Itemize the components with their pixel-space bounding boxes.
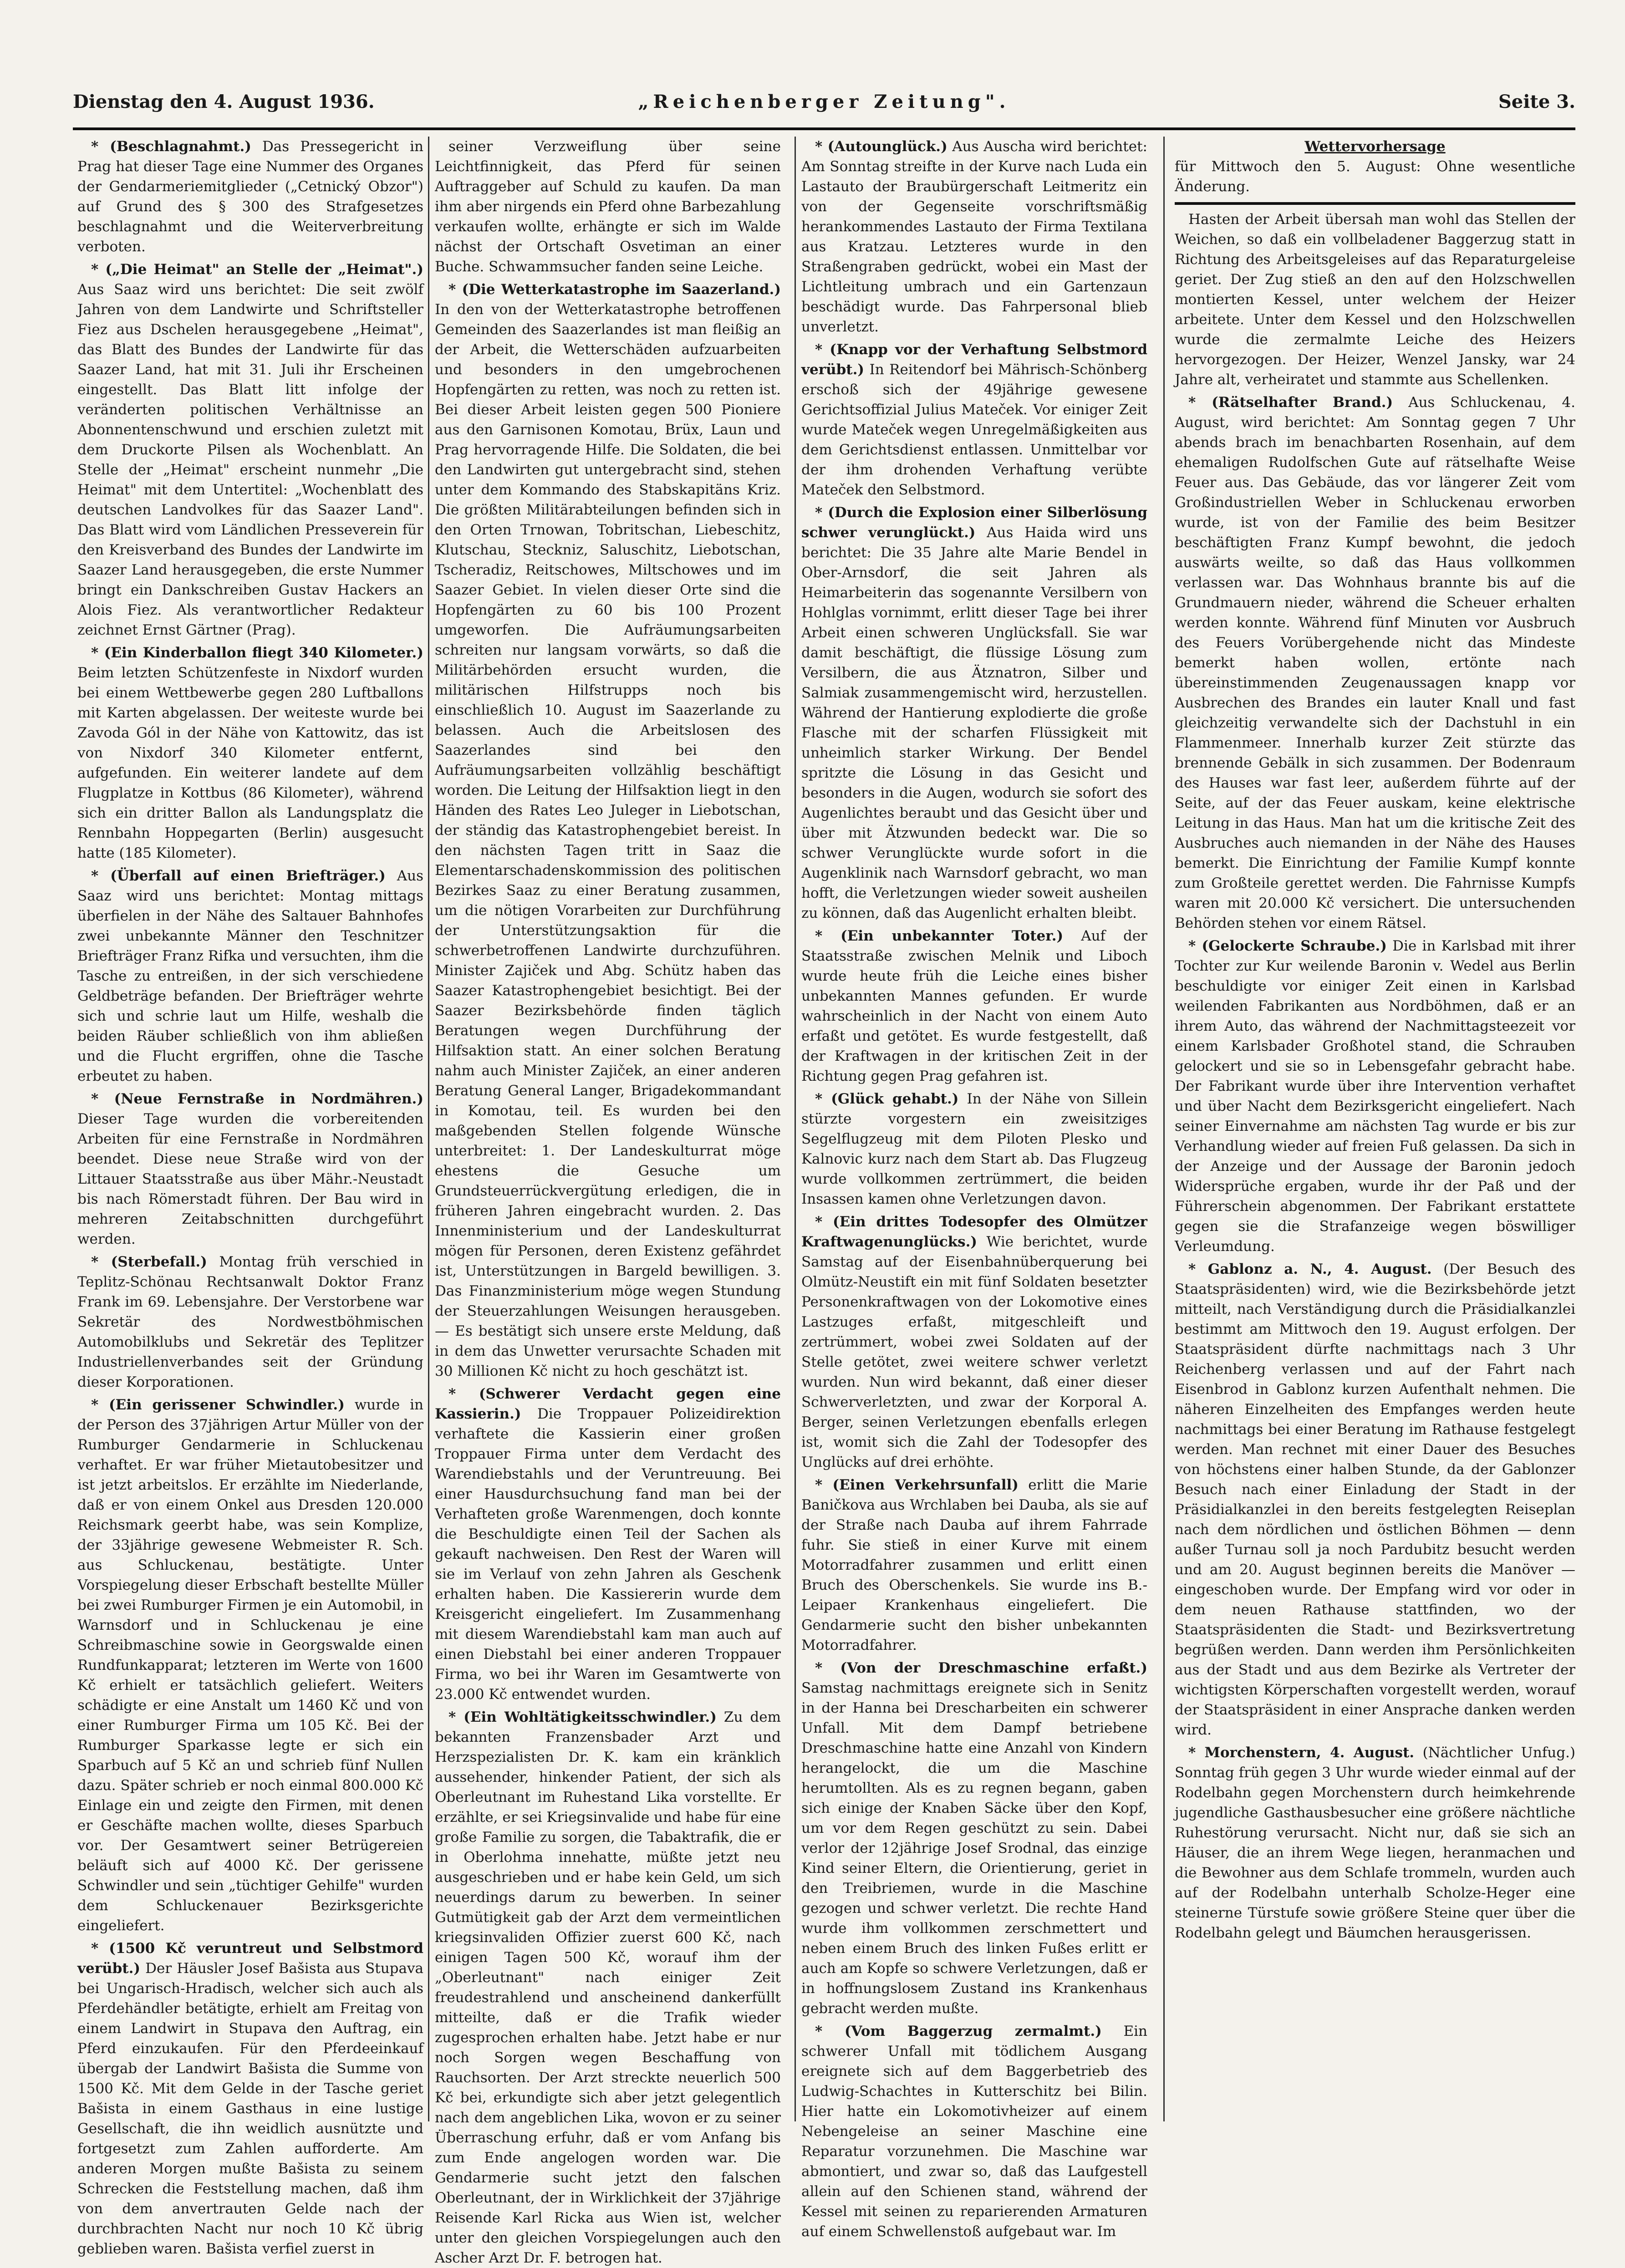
article-text: Aus Saaz wird uns berichtet: Montag mittags überfielen in der Nähe des Saltauer Bahnhofes zwei unbekannte Männer den Teschnitzer Briefträger Franz Rifka und versuchten, ihm die Tasche zu entreißen, in der sich verschiedene Geldbeträge befanden. Der Briefträger wehrte sich und schrie laut um Hilfe, weshalb die beiden Räuber schließlich von ihm abließen und die Flucht ergriffen, ohne die Tasche erbeutet zu haben.	[77, 868, 423, 1084]
article-text: Wie berichtet, wurde Samstag auf der Eisenbahnüberquerung bei Olmütz-Neustift ein mit fünf Soldaten besetzter Personenkraftwagen von der Lokomotive eines Lastzuges erfaßt, mitgeschleift und zertrümmert, wobei zwei Soldaten auf der Stelle getötet, zwei weitere schwer verletzt wurden. Nun wird bekannt, daß einer dieser Schwerverletzten, und zwar der Korporal A. Berger, seinen Verletzungen ebenfalls erlegen ist, womit sich die Zahl der Todesopfer des Unglücks auf drei erhöhte.	[801, 1234, 1147, 1470]
weather-rule	[1175, 202, 1575, 205]
header-page-number: Seite 3.	[1498, 91, 1575, 112]
article	[801, 1089, 1147, 1209]
article-title: * (1500 Kč veruntreut und Selbstmord verübt.)	[77, 1940, 423, 1977]
article	[77, 259, 423, 640]
article-text: (Der Besuch des Staatspräsidenten) wird, wie die Bezirksbehörde jetzt mitteilt, nach Verständigung durch die Präsidialkanzlei bestimmt am Mittwoch den 19. August erfolgen. Der Staatspräsident dürfte nachmittags nach 3 Uhr Reichenberg verlassen und auf der Fahrt nach Eisenbrod in Gablonz kurzen Aufenthalt nehmen. Die näheren Einzelheiten des Empfanges werden heute nachmittags bei einer Beratung im Rathause festgelegt werden. Man rechnet mit einer Dauer des Besuches von höchstens einer halben Stunde, da der Gablonzer Besuch nach einer Einladung der Stadt in der Präsidialkanzlei in den bereits festgelegten Reiseplan nach dem nördlichen und östlichen Böhmen — denn außer Turnau soll ja noch Pardubitz besucht werden und am 20. August beginnen bereits die Manöver — eingeschoben wurde. Der Empfang wird vor oder in dem neuen Rathause stattfinden, wo der Staatspräsidenten die Stadt- und Bezirksvertretung begrüßen werden. Dann werden ihm Persönlichkeiten aus der Stadt und aus dem Bezirke als Vertreter der wichtigsten Körperschaften vorgestellt werden, worauf der Staatspräsident in einer Ansprache danken werden wird.	[1175, 1261, 1576, 1738]
article-text: Ein schwerer Unfall mit tödlichem Ausgang ereignete sich auf dem Baggerbetrieb des Ludwig-Schachtes in Kutterschitz bei Bilin. Hier hatte ein Lokomotivheizer auf einem Nebengeleise an seiner Maschine eine Reparatur vorzunehmen. Die Maschine war abmontiert, und zwar so, daß das Laufgestell allein auf den Schienen stand, während der Kessel mit seinen zu reparierenden Armaturen auf einem Schwellenstoß aufgebaut war. Im	[801, 2023, 1147, 2240]
article-text: In den von der Wetterkatastrophe betroffenen Gemeinden des Saazerlandes ist man fleißig an der Arbeit, die Wetterschäden aufzuarbeiten und besonders in den umgebrochenen Hopfengärten zu retten, was noch zu retten ist. Bei dieser Arbeit leisten gegen 500 Pioniere aus den Garnisonen Komotau, Brüx, Laun und Prag hervorragende Hilfe. Die Soldaten, die bei den Landwirten gut untergebracht sind, stehen unter dem Kommando des Stabskapitäns Kriz. Die größten Militärabteilungen befinden sich in den Orten Trnowan, Tobritschan, Liebeschitz, Klutschau, Steckniz, Saluschitz, Liebotschan, Tscheradiz, Reitschowes, Miltschowes und im Saazer Gebiet. In vielen dieser Orte sind die Hopfengärten zu 60 bis 100 Prozent umgeworfen. Die Aufräumungsarbeiten schreiten nur langsam vorwärts, so daß die Militärbehörden ersucht wurden, die militärischen Hilfstrupps noch bis einschließlich 10. August im Saazerlande zu belassen. Auch die Arbeitslosen des Saazerlandes sind bei den Aufräumungsarbeiten vollzählig beschäftigt worden. Die Leitung der Hilfsaktion liegt in den Händen des Rates Leo Juleger in Liebotschan, der ständig das Katastrophengebiet bereist. In den nächsten Tagen tritt in Saaz die Elementarschadenskommission des politischen Bezirkes Saaz zu einer Beratung zusammen, um die nötigen Vorarbeiten zur Durchführung der Unterstützungsaktion für die schwerbetroffenen Landwirte durchzuführen. Minister Zajiček und Abg. Schütz haben das Saazer Katastrophengebiet besichtigt. Bei der Saazer Bezirksbehörde finden täglich Beratungen wegen Durchführung der Hilfsaktion statt. An einer solchen Beratung nahm auch Minister Zajiček, an einer anderen Beratung General Langer, Brigadekommandant in Komotau, teil. Es wurden bei den maßgebenden Stellen folgende Wünsche unterbreitet: 1. Der Landeskulturrat möge ehestens die Gesuche um Grundsteuerrückvergütung erledigen, die in früheren Jahren eingebracht wurden. 2. Das Innenministerium und der Landeskulturrat mögen für Personen, deren Existenz gefährdet ist, Unterstützungen in Bargeld bewilligen. 3. Das Finanzministerium möge wegen Stundung der Steuerzahlungen Weisungen herausgeben. — Es bestätigt sich unsere erste Meldung, daß in dem das Unwetter verursachte Schaden mit 30 Millionen Kč nicht zu hoch geschätzt ist.	[435, 301, 781, 1379]
article-title: * (Beschlagnahmt.)	[91, 138, 251, 155]
article	[801, 1658, 1147, 2019]
article	[435, 1707, 781, 2268]
article-title: * Gablonz a. N., 4. August.	[1188, 1261, 1432, 1277]
article-text: Aus Haida wird uns berichtet: Die 35 Jahre alte Marie Bendel in Ober-Arnsdorf, die seit Jahren als Heimarbeiterin das sogenannte Versilbern von Hohlglas vornimmt, erlitt dieser Tage bei ihrer Arbeit einen schweren Unglücksfall. Sie war damit beschäftigt, die flüssige Lösung zum Versilbern, die aus Ätznatron, Silber und Salmiak zusammengemischt wird, herzustellen. Während der Hantierung explodierte die große Flasche mit der scharfen Flüssigkeit mit unheimlich starker Wirkung. Der Bendel spritzte die Lösung in das Gesicht und besonders in die Augen, wodurch sie sofort des Augenlichtes beraubt und das Gesicht über und über mit Ätzwunden bedeckt war. Die so schwer Verunglückte wurde sofort in die Augenklinik nach Warnsdorf gebracht, wo man hofft, die Verletzungen wieder soweit ausheilen zu können, daß das Augenlicht erhalten bleibt.	[801, 524, 1147, 921]
article	[77, 1089, 423, 1249]
article	[1175, 1259, 1575, 1740]
column-1	[77, 137, 424, 2257]
page-header	[73, 86, 1575, 123]
article-text: Aus Schluckenau, 4. August, wird berichtet: Am Sonntag gegen 7 Uhr abends brach im benachbarten Rosenhain, auf dem ehemaligen Rudolfschen Gute auf rätselhafte Weise Feuer aus. Das Gebäude, das vor längerer Zeit vom Großindustriellen Weber in Schluckenau erworben wurde, ist von der Familie des beim Besitzer beschäftigten Franz Kumpf bewohnt, die jedoch auswärts weilte, so daß das Haus vollkommen verlassen war. Das Wohnhaus brannte bis auf die Grundmauern nieder, während die Scheuer erhalten werden konnte. Während fünf Minuten vor Ausbruch des Feuers Vorübergehende nicht das Mindeste bemerkt haben wollen, ertönte nach übereinstimmenden Zeugenaussagen knapp vor Ausbrechen des Brandes ein lauter Knall und fast gleichzeitig verwandelte sich der Dachstuhl in ein Flammenmeer. Innerhalb kurzer Zeit stürzte das brennende Gebälk in sich zusammen. Der Bodenraum des Hauses war fast leer, außerdem führte auf der Seite, auf der das Feuer auskam, keine elektrische Leitung in das Haus. Man hat um die kritische Zeit des Ausbruches auch niemanden in der Nähe des Hauses bemerkt. Die Einrichtung der Familie Kumpf konnte zum Großteile gerettet werden. Die Fahrnisse Kumpfs waren mit 20.000 Kč versichert. Die untersuchenden Behörden stehen vor einem Rätsel.	[1175, 394, 1575, 931]
article	[1175, 392, 1575, 933]
article	[801, 137, 1147, 337]
article-title: * (Autounglück.)	[815, 138, 947, 155]
article-text: Beim letzten Schützenfeste in Nixdorf wurden bei einem Wettbewerbe gegen 280 Luftballons mit Karten abgelassen. Der weiteste wurde bei Zavoda Gól in der Nähe von Kattowitz, das ist von Nixdorf 340 Kilometer entfernt, aufgefunden. Ein weiterer landete auf dem Flugplatze in Kottbus (86 Kilometer), während sich ein dritter Ballon als Landungsplatz die Rennbahn Hoppegarten (Berlin) ausgesucht hatte (185 Kilometer).	[77, 665, 423, 861]
header-paper-name: „Reichenberger Zeitung".	[638, 91, 1010, 112]
article-title: * (Überfall auf einen Briefträger.)	[91, 868, 386, 884]
article-title: * (Vom Baggerzug zermalmt.)	[815, 2023, 1102, 2039]
article-title: * (Ein drittes Todesopfer des Olmützer Kraftwagenunglücks.)	[801, 1214, 1147, 1250]
column-4	[1175, 137, 1575, 2121]
article-text: Samstag nachmittags ereignete sich in Senitz in der Hanna bei Drescharbeiten ein schwerer Unfall. Mit dem Dampf betriebene Dreschmaschine hatte eine Anzahl von Kindern herangelockt, die um die Maschine herumtollten. Als es zu regnen begann, gaben sich einige der Knaben Säcke über den Kopf, um vor dem Regen geschützt zu sein. Dabei verlor der 12jährige Josef Srodnal, das einzige Kind seiner Eltern, die Orientierung, geriet in den Treibriemen, wurde in die Maschine gezogen und schwer verletzt. Die rechte Hand wurde ihm vollkommen zerschmettert und neben einem Bruch des linken Fußes erlitt er auch am Kopfe so schwere Verletzungen, daß er in hoffnungslosem Zustand ins Krankenhaus gebracht werden mußte.	[801, 1680, 1147, 2017]
article	[801, 2021, 1147, 2242]
article-text: Die in Karlsbad mit ihrer Tochter zur Kur weilende Baronin v. Wedel aus Berlin beschuldigte vor einiger Zeit einen in Karlsbad weilenden Fabrikanten aus Nordböhmen, daß er an ihrem Auto, das während der Nachmittagsteezeit vor einem Karlsbader Großhotel stand, die Schrauben gelockert und sie so in Lebensgefahr gebracht habe. Der Fabrikant wurde über ihre Intervention verhaftet und über Nacht dem Bezirksgericht eingeliefert. Nach seiner Einvernahme am nächsten Tag wurde er bis zur Verhandlung wieder auf freien Fuß gelassen. Da sich in der Anzeige und der Aussage der Baronin jedoch Widersprüche ergaben, wurde ihr der Paß und der Führerschein abgenommen. Der Fabrikant erstattete gegen sie die Strafanzeige wegen böswilliger Verleumdung.	[1175, 938, 1576, 1255]
article-title: * (Sterbefall.)	[91, 1254, 207, 1270]
column-2	[435, 137, 781, 2266]
column-divider	[428, 137, 429, 2121]
article-title: * (Die Wetterkatastrophe im Saazerland.)	[448, 281, 781, 298]
article-title: * (Ein Kinderballon fliegt 340 Kilometer.)	[91, 645, 423, 661]
article-text: (Nächtlicher Unfug.) Sonntag früh gegen 3 Uhr wurde wieder einmal auf der Rodelbahn gegen Morchenstern durch heimkehrende jugendliche Gasthausbesucher eine größere nächtliche Ruhestörung verursacht. Nicht nur, daß sie sich an Häuser, die an ihrem Wege liegen, heranmachen und die Bewohner aus dem Schlafe trommeln, wurden auch auf der Rodelbahn unterhalb Scholze-Heger eine steinerne Türstufe sowie größere Steine quer über die Rodelbahn gelegt und Bäumchen herausgerissen.	[1175, 1744, 1576, 1941]
article-text: wurde in der Person des 37jährigen Artur Müller von der Rumburger Gendarmerie in Schluckenau verhaftet. Er war früher Mietautobesitzer und ist jetzt arbeitslos. Er erzählte im Niederlande, daß er von einem Onkel aus Dresden 120.000 Reichsmark geerbt habe, was sein Komplize, der 33jährige gewesene Webmeister R. Sch. aus Schluckenau, bestätigte. Unter Vorspiegelung dieser Erbschaft bestellte Müller bei zwei Rumburger Firmen je ein Automobil, in Warnsdorf und in Schluckenau je eine Schreibmaschine sowie in Georgswalde einen Rundfunkapparat; letzteren im Werte von 1600 Kč erhielt er tatsächlich geliefert. Weiters schädigte er eine Anstalt um 1460 Kč und von einer Rumburger Firma um 105 Kč. Bei der Rumburger Sparkasse legte er sich ein Sparbuch auf 5 Kč an und schrieb fünf Nullen dazu. Später schrieb er noch einmal 800.000 Kč Einlage ein und zeigte den Firmen, mit denen er Geschäfte machen wollte, dieses Sparbuch vor. Der Gesamtwert seiner Betrügereien beläuft sich auf 4000 Kč. Der gerissene Schwindler und sein „tüchtiger Gehilfe" wurden dem Schluckenauer Bezirksgerichte eingeliefert.	[77, 1397, 423, 1934]
article-text: erlitt die Marie Baničkova aus Wrchlaben bei Dauba, als sie auf der Straße nach Dauba auf ihrem Fahrrade fuhr. Sie stieß in einer Kurve mit einem Motorradfahrer zusammen und erlitt einen Bruch des Oberschenkels. Sie wurde ins B.-Leipaer Krankenhaus eingeliefert. Die Gendarmerie sucht den bisher unbekannten Motorradfahrer.	[801, 1477, 1147, 1653]
article-title: * (Glück gehabt.)	[815, 1091, 959, 1107]
weather-text: für Mittwoch den 5. August: Ohne wesentliche Änderung.	[1175, 158, 1575, 195]
article	[1175, 209, 1575, 390]
column-divider	[795, 137, 796, 2121]
article-title: * (Gelockerte Schraube.)	[1188, 938, 1387, 954]
article-title: * (Durch die Explosion einer Silberlösung schwer verunglückt.)	[801, 504, 1147, 541]
article	[1175, 936, 1575, 1256]
article-text: seiner Verzweiflung über seine Leichtfinnigkeit, das Pferd für seinen Auftraggeber auf Schuld zu kaufen. Da man ihm aber nirgends ein Pferd ohne Barbezahlung verkaufen wollte, erhängte er sich im Walde nächst der Ortschaft Osvetiman an einer Buche. Schwammsucher fanden seine Leiche.	[435, 138, 781, 275]
weather-title: Wettervorhersage	[1304, 138, 1446, 155]
article	[801, 1475, 1147, 1655]
article-text: Auf der Staatsstraße zwischen Melnik und Liboch wurde heute früh die Leiche eines bisher unbekannten Mannes gefunden. Er wurde wahrscheinlich in der Nacht von einem Auto erfaßt und getötet. Es wurde festgestellt, daß der Kraftwagen in der kritischen Zeit in der Richtung gegen Prag gefahren ist.	[801, 928, 1147, 1084]
article-title: * (Neue Fernstraße in Nordmähren.)	[91, 1091, 423, 1107]
article-title: * (Knapp vor der Verhaftung Selbstmord verübt.)	[801, 341, 1147, 378]
article	[801, 1212, 1147, 1472]
article	[801, 340, 1147, 500]
article	[435, 1384, 781, 1704]
article	[77, 866, 423, 1086]
article	[77, 137, 423, 257]
header-rule	[73, 127, 1575, 130]
article	[77, 1252, 423, 1392]
article-text: Das Pressegericht in Prag hat dieser Tage eine Nummer des Organes der Gendarmeriemitglieder („Cetnický Obzor") auf Grund des § 300 des Strafgesetzes beschlagnahmt und die Weiterverbreitung verboten.	[77, 138, 424, 255]
article-title: * (Rätselhafter Brand.)	[1188, 394, 1393, 411]
article	[801, 926, 1147, 1086]
column-3	[801, 137, 1148, 2240]
article-text: Dieser Tage wurden die vorbereitenden Arbeiten für eine Fernstraße in Nordmähren beendet. Diese neue Straße wird von der Littauer Staatsstraße aus über Mähr.-Neustadt bis nach Römerstadt führen. Der Bau wird in mehreren Zeitabschnitten durchgeführt werden.	[77, 1111, 423, 1247]
article-title: * („Die Heimat" an Stelle der „Heimat".)	[91, 261, 423, 278]
article-text: In der Nähe von Sillein stürzte vorgestern ein zweisitziges Segelflugzeug mit dem Piloten Plesko und Kalnovic kurz nach dem Start ab. Das Flugzeug wurde vollkommen zertrümmert, die beiden Insassen kamen ohne Verletzungen davon.	[801, 1091, 1148, 1207]
article-text: Zu dem bekannten Franzensbader Arzt und Herzspezialisten Dr. K. kam ein kränklich aussehender, hinkender Patient, der sich als Oberleutnant im Ruhestand Lika vorstellte. Er erzählte, er sei Kriegsinvalide und habe für eine große Familie zu sorgen, die Tabaktrafik, die er in Oberlohma innehatte, müßte jetzt neu ausgeschrieben und er habe kein Geld, um sich neuerdings darum zu bewerben. In seiner Gutmütigkeit gab der Arzt dem vermeintlichen kriegsinvaliden Offizier zuerst 600 Kč, nach einigen Tagen 500 Kč, worauf ihm der „Oberleutnant" nach einiger Zeit freudestrahlend und anscheinend dankerfüllt mitteilte, daß er die Trafik wieder zugesprochen erhalten habe. Jetzt habe er nur noch Sorgen wegen Beschaffung von Rauchsorten. Der Arzt streckte neuerlich 500 Kč bei, erkundigte sich aber jetzt gelegentlich nach dem angeblichen Lika, wovon er zu seiner Überraschung erfuhr, daß er vom Anfang bis zum Ende angelogen worden war. Die Gendarmerie sucht jetzt den falschen Oberleutnant, der in Wirklichkeit der 37jährige Reisende Karl Ricka aus Wien ist, welcher unter den gleichen Vorspiegelungen auch den Ascher Arzt Dr. F. betrogen hat.	[435, 1709, 781, 2266]
article	[77, 643, 423, 863]
article-text: Die Troppauer Polizeidirektion verhaftete die Kassierin einer großen Troppauer Firma unter dem Verdacht des Warendiebstahls und der Veruntreuung. Bei einer Hausdurchsuchung fand man bei der Verhafteten große Warenmengen, doch konnte die Beschuldigte einen Teil der Sachen als gekauft nachweisen. Den Rest der Waren will sie im Verlauf von zehn Jahren als Geschenk erhalten haben. Die Kassiererin wurde dem Kreisgericht eingeliefert. Im Zusammenhang mit diesem Warendiebstahl kam man auch auf einen Diebstahl bei einer anderen Troppauer Firma, wo bei ihr Waren im Gesamtwerte von 23.000 Kč entwendet wurden.	[435, 1406, 781, 1703]
article-title: * (Ein unbekannter Toter.)	[815, 928, 1064, 944]
article-text: Aus Saaz wird uns berichtet: Die seit zwölf Jahren von dem Landwirte und Schriftsteller Fiez aus Dschelen herausgegebene „Heimat", das Blatt des Bundes der Landwirte für das Saazer Land, hat mit 31. Juli ihr Erscheinen eingestellt. Das Blatt litt infolge der veränderten politischen Verhältnisse an Abonnentenschwund und erschien zuletzt mit dem Druckorte Pilsen als Wochenblatt. An Stelle der „Heimat" erscheint nunmehr „Die Heimat" mit dem Untertitel: „Wochenblatt des deutschen Landvolkes für das Saazer Land". Das Blatt wird vom Ländlichen Presseverein für den Kreisverband des Bundes der Landwirte im Saazer Land herausgegeben, die erste Nummer bringt ein Dankschreiben Gustav Hackers an Alois Fiez. Als verantwortlicher Redakteur zeichnet Ernst Gärtner (Prag).	[77, 281, 423, 638]
column-divider	[1163, 137, 1165, 2121]
article-title: * (Ein Wohltätigkeitsschwindler.)	[448, 1709, 717, 1725]
article-title: * Morchenstern, 4. August.	[1188, 1744, 1415, 1761]
article	[77, 1938, 423, 2259]
article-title: * (Einen Verkehrsunfall)	[815, 1477, 1019, 1493]
article-text: Montag früh verschied in Teplitz-Schönau Rechtsanwalt Doktor Franz Frank im 69. Lebensjahre. Der Verstorbene war Sekretär des Nordwestböhmischen Automobilklubs und Sekretär des Teplitzer Industriellenverbandes seit der Gründung dieser Korporationen.	[77, 1254, 423, 1390]
article	[435, 280, 781, 1381]
article	[435, 137, 781, 277]
article	[801, 503, 1147, 923]
article	[77, 1395, 423, 1936]
article-text: Der Häusler Josef Bašista aus Stupava bei Ungarisch-Hradisch, welcher sich auch als Pferdehändler betätigte, erhielt am Freitag von einem Landwirt in Stupava den Auftrag, ein Pferd einzukaufen. Für den Pferdeeinkauf übergab der Landwirt Bašista die Summe von 1500 Kč. Mit dem Gelde in der Tasche geriet Bašista in einem Gasthaus in eine lustige Gesellschaft, die ihn weidlich ausnützte und fortgesetzt zum Zahlen aufforderte. Am anderen Morgen mußte Bašista zu seinem Schrecken die Feststellung machen, daß ihm von dem anvertrauten Gelde nach der durchbrachten Nacht nur noch 10 Kč übrig geblieben waren. Bašista verfiel zuerst in	[77, 1960, 423, 2257]
article-text: In Reitendorf bei Mährisch-Schönberg erschoß sich der 49jährige gewesene Gerichtsoffizial Julius Mateček. Vor einiger Zeit wurde Mateček wegen Unregelmäßigkeiten aus dem Gerichtsdienst entlassen. Unmittelbar vor der ihm drohenden Verhaftung verübte Mateček den Selbstmord.	[801, 361, 1147, 498]
article-title: * (Ein gerissener Schwindler.)	[91, 1397, 345, 1413]
article-title: * (Von der Dreschmaschine erfaßt.)	[815, 1660, 1147, 1676]
article-text: Hasten der Arbeit übersah man wohl das Stellen der Weichen, so daß ein vollbeladener Baggerzug statt in Richtung des Arbeitsgeleises auf das Reparaturgeleise geriet. Der Zug stieß an den auf den Holzschwellen montierten Kessel, unter welchem der Heizer arbeitete. Unter dem Kessel und den Holzschwellen wurde die zermalmte Leiche des Heizers hervorgezogen. Der Heizer, Wenzel Jansky, war 24 Jahre alt, verheiratet und stammte aus Schellenken.	[1175, 211, 1575, 388]
header-date: Dienstag den 4. August 1936.	[73, 91, 375, 112]
article-text: Aus Auscha wird berichtet: Am Sonntag streifte in der Kurve nach Luda ein Lastauto der Braubürgerschaft Leitmeritz ein von der Gegenseite vorschriftsmäßig herankommendes Lastauto der Firma Textilana aus Kratzau. Letzteres wurde in den Straßengraben gedrückt, wobei ein Mast der Lichtleitung umbrach und ein Gartenzaun beschädigt wurde. Das Fahrpersonal blieb unverletzt.	[801, 138, 1147, 335]
article	[1175, 1743, 1575, 1943]
article-title: * (Schwerer Verdacht gegen eine Kassierin.)	[435, 1386, 781, 1422]
